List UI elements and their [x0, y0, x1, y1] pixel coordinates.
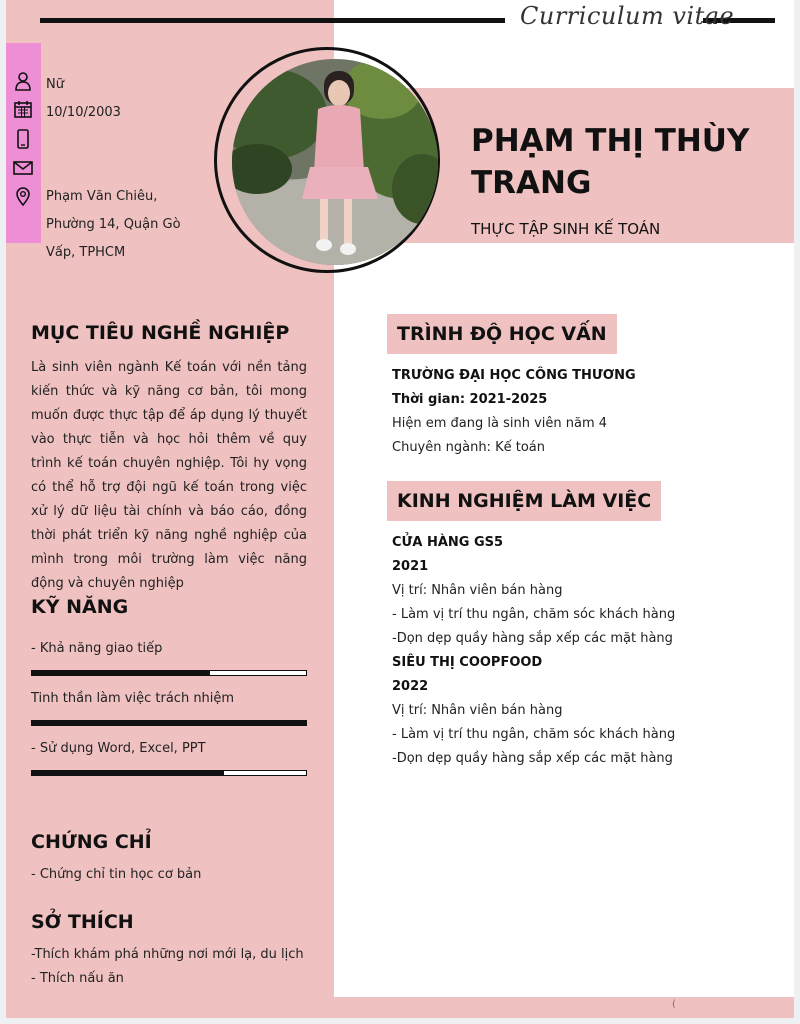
job-year [392, 675, 428, 699]
company-name: SIÊU THỊ COOPFOOD [392, 655, 543, 670]
cv-page [6, 0, 794, 1018]
skill-label: Tinh thần làm việc trách nhiệm [31, 691, 235, 706]
year: 2021 [392, 559, 429, 574]
job-line: Vị trí: Nhân viên bán hàng [392, 583, 563, 598]
location-pin-icon [13, 186, 33, 206]
job-title: THỰC TẬP SINH KẾ TOÁN [471, 220, 661, 238]
skill-bar [31, 770, 307, 776]
job-line: - Làm vị trí thu ngân, chăm sóc khách hàng [392, 727, 676, 742]
job-line: -Dọn dẹp quầy hàng sắp xếp các mặt hàng [392, 631, 673, 646]
school-name: TRƯỜNG ĐẠI HỌC CÔNG THƯƠNG [392, 368, 636, 383]
phone-icon [13, 129, 33, 149]
education-period [392, 388, 547, 412]
job-company [392, 531, 503, 555]
experience-title: KINH NGHIỆM LÀM VIỆC [387, 481, 661, 521]
calendar-icon [13, 99, 33, 119]
gender-text: Nữ [46, 77, 64, 92]
profile-photo [232, 59, 438, 265]
birthdate-text: 10/10/2003 [46, 105, 121, 120]
footer-mark: ( [672, 999, 676, 1010]
job-line: -Dọn dẹp quầy hàng sắp xếp các mặt hàng [392, 751, 673, 766]
full-name: PHẠM THỊ THÙY TRANG [471, 123, 750, 201]
objective-text: Là sinh viên ngành Kế toán với nền tảng kiến thức và kỹ năng cơ bản, tôi mong muốn được thực tập để áp dụng lý thuyết vào thực tiễn và học hỏi thêm về quy trình kế toán chuyên nghiệp. Tôi hy vọng có thể hỗ trợ đội ngũ kế toán trong việc xử lý dữ liệu tài chính và báo cáo, đồng thời phát triển kỹ năng nghề nghiệp của mình trong môi trường làm việc năng động và chuyên nghiệp [31, 360, 307, 591]
cv-heading: Curriculum vitae [520, 2, 735, 30]
job-year [392, 555, 428, 579]
skill-bar [31, 670, 307, 676]
skill-bar-fill [32, 671, 210, 675]
education-line: Hiện em đang là sinh viên năm 4 [392, 416, 608, 431]
mail-icon [13, 158, 33, 178]
hobby-item: - Thích nấu ăn [31, 971, 124, 986]
skill-label: - Sử dụng Word, Excel, PPT [31, 741, 206, 756]
bottom-strip [334, 997, 794, 1018]
skill-label: - Khả năng giao tiếp [31, 641, 163, 656]
job-company [392, 651, 542, 675]
education-line: Chuyên ngành: Kế toán [392, 440, 545, 455]
company-name: CỬA HÀNG GS5 [392, 535, 504, 550]
person-icon [13, 71, 33, 91]
skill-bar-fill [32, 721, 306, 725]
hobby-item: -Thích khám phá những nơi mới lạ, du lịch [31, 947, 304, 962]
education-school [392, 364, 636, 388]
skill-bar-fill [32, 771, 224, 775]
certificates-title: CHỨNG CHỈ [31, 831, 152, 853]
job-line: Vị trí: Nhân viên bán hàng [392, 703, 563, 718]
contact-icon-strip [6, 43, 41, 243]
year: 2022 [392, 679, 429, 694]
study-period: Thời gian: 2021-2025 [392, 392, 548, 407]
certificate-item: - Chứng chỉ tin học cơ bản [31, 867, 202, 882]
skills-title: KỸ NĂNG [31, 596, 129, 618]
skill-bar [31, 720, 307, 726]
header-rule-left [40, 18, 505, 23]
hobbies-title: SỞ THÍCH [31, 911, 134, 933]
job-line: - Làm vị trí thu ngân, chăm sóc khách hàng [392, 607, 676, 622]
education-title: TRÌNH ĐỘ HỌC VẤN [387, 314, 617, 354]
address-text: Phạm Văn Chiêu, Phường 14, Quận Gò Vấp, TPHCM [46, 189, 181, 260]
objective-title: MỤC TIÊU NGHỀ NGHIỆP [31, 322, 290, 344]
